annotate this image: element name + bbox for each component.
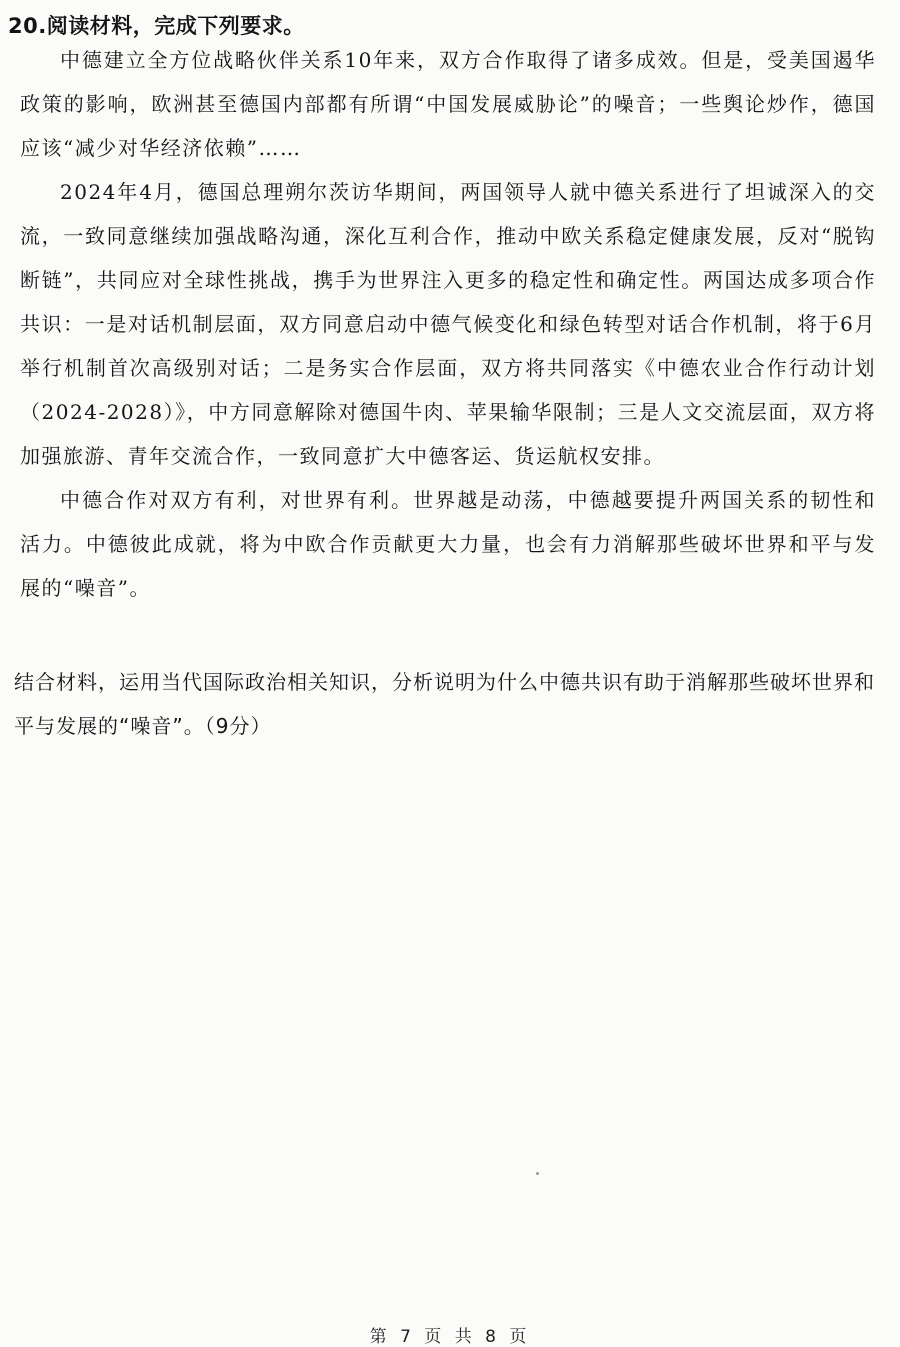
question-number: 20.	[8, 14, 47, 38]
reading-material	[20, 38, 876, 610]
material-paragraph-1: 中德建立全方位战略伙伴关系10年来，双方合作取得了诸多成效。但是，受美国遏华政策的影响，欧洲甚至德国内部都有所谓“中国发展威胁论”的噪音；一些舆论炒作，德国应该“减少对华经济依赖”……	[20, 48, 876, 160]
question-prompt	[14, 660, 876, 748]
material-paragraph-3: 中德合作对双方有利，对世界有利。世界越是动荡，中德越要提升两国关系的韧性和活力。中德彼此成就，将为中欧合作贡献更大力量，也会有力消解那些破坏世界和平与发展的“噪音”。	[20, 488, 876, 600]
material-paragraph-2: 2024年4月，德国总理朔尔茨访华期间，两国领导人就中德关系进行了坦诚深入的交流，一致同意继续加强战略沟通，深化互利合作，推动中欧关系稳定健康发展，反对“脱钩断链”，共同应对全球性挑战，携手为世界注入更多的稳定性和确定性。两国达成多项合作共识：一是对话机制层面，双方同意启动中德气候变化和绿色转型对话合作机制，将于6月举行机制首次高级别对话；二是务实合作层面，双方将共同落实《中德农业合作行动计划（2024-2028）》，中方同意解除对德国牛肉、苹果输华限制；三是人文交流层面，双方将加强旅游、青年交流合作，一致同意扩大中德客运、货运航权安排。	[20, 180, 876, 468]
scan-speck	[536, 1172, 539, 1175]
question-instruction: 阅读材料，完成下列要求。	[46, 14, 305, 38]
page-footer: 第 7 页 共 8 页	[369, 1327, 531, 1347]
question-header	[8, 10, 305, 40]
question-prompt-text: 结合材料，运用当代国际政治相关知识，分析说明为什么中德共识有助于消解那些破坏世界和平与发展的“噪音”。（9分）	[14, 670, 875, 738]
